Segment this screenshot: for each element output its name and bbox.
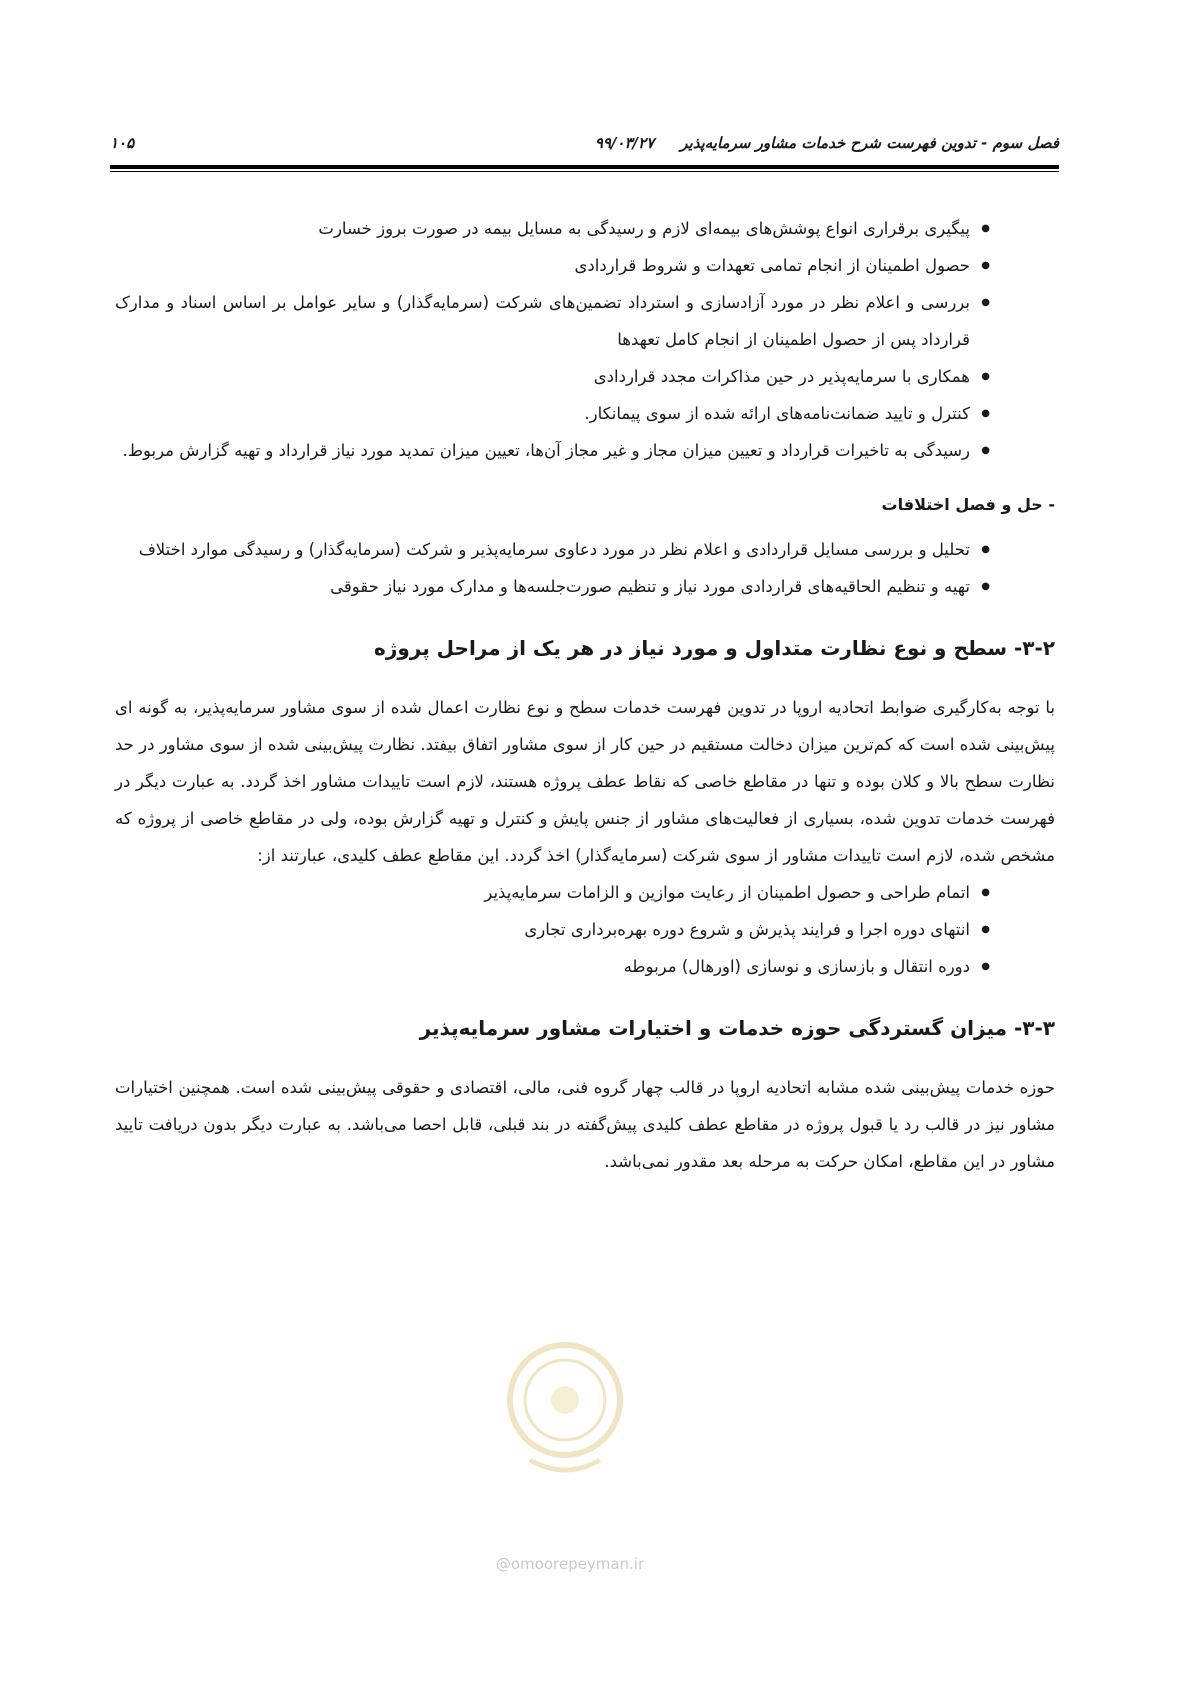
list-item: ● رسیدگی به تاخیرات قرارداد و تعیین میزان مجاز و غیر مجاز آن‌ها، تعیین میزان تمدید مورد نیاز قرارداد و تهیه گزارش مربوط. bbox=[115, 432, 1055, 469]
header-rule-thin bbox=[110, 171, 1059, 172]
list-item: ● انتهای دوره اجرا و فرایند پذیرش و شروع دوره بهره‌برداری تجاری bbox=[115, 911, 1055, 948]
page-content bbox=[115, 210, 1055, 1180]
list-item: ● همکاری با سرمایه‌پذیر در حین مذاکرات مجدد قراردادی bbox=[115, 358, 1055, 395]
chapter-title: فصل سوم - تدوین فهرست شرح خدمات مشاور سرمایه‌پذیر ۹۹/۰۳/۲۷ bbox=[594, 134, 1059, 152]
section-heading-3-2: ۳-۲- سطح و نوع نظارت متداول و مورد نیاز در هر یک از مراحل پروژه bbox=[374, 636, 1055, 660]
section-heading-3-3: ۳-۳- میزان گستردگی حوزه خدمات و اختیارات مشاور سرمایه‌پذیر bbox=[419, 1016, 1055, 1040]
bullet-list-milestones bbox=[115, 874, 1055, 985]
section-paragraph-3-3: حوزه خدمات پیش‌بینی شده مشابه اتحادیه اروپا در قالب چهار گروه فنی، مالی، اقتصادی و حقوقی پیش‌بینی شده است. همچنین اختیارات مشاور نیز در قالب رد یا قبول پروژه در مقاطع عطف کلیدی پیش‌گفته در بند قبلی، قابل احصا می‌باشد. به عبارت دیگر بدون دریافت تایید مشاور در این مقاطع، امکان حرکت به مرحله بعد مقدور نمی‌باشد. bbox=[115, 1078, 1055, 1171]
bullet-list-supervision bbox=[115, 210, 1055, 469]
watermark-logo bbox=[470, 1340, 660, 1490]
list-item: ● پیگیری برقراری انواع پوشش‌های بیمه‌ای لازم و رسیدگی به مسایل بیمه در صورت بروز خسارت bbox=[115, 210, 1055, 247]
list-item: ● دوره انتقال و بازسازی و نوسازی (اورهال) مربوطه bbox=[115, 948, 1055, 985]
list-item: ● بررسی و اعلام نظر در مورد آزادسازی و استرداد تضمین‌های شرکت (سرمایه‌گذار) و سایر عوامل بر اساس اسناد و مدارک قرارداد پس از حصول اطمینان از انجام کامل تعهدها bbox=[115, 284, 1055, 358]
section-paragraph-3-2: با توجه به‌کارگیری ضوابط اتحادیه اروپا در تدوین فهرست خدمات سطح و نوع نظارت اعمال شده از سوی مشاور سرمایه‌پذیر، به گونه ای پیش‌بینی شده است که کم‌ترین میزان دخالت مستقیم در حین کار از سوی مشاور اتفاق بیفتد. نظارت پیش‌بینی شده از سوی مشاور در حد نظارت سطح بالا و کلان بوده و تنها در مقاطع خاصی که نقاط عطف پروژه هستند، لازم است تاییدات مشاور اخذ گردد. به عبارت دیگر در فهرست خدمات تدوین شده، بسیاری از فعالیت‌های مشاور از جنس پایش و کنترل و تهیه گزارش بوده، ولی در مقاطع خاصی از پروژه که مشخص شده، لازم است تاییدات مشاور از سوی شرکت (سرمایه‌گذار) اخذ گردد. این مقاطع عطف کلیدی، عبارتند از: bbox=[115, 698, 1055, 865]
list-item: ● حصول اطمینان از انجام تمامی تعهدات و شروط قراردادی bbox=[115, 247, 1055, 284]
list-item: ● کنترل و تایید ضمانت‌نامه‌های ارائه شده از سوی پیمانکار. bbox=[115, 395, 1055, 432]
list-item: ● تحلیل و بررسی مسایل قراردادی و اعلام نظر در مورد دعاوی سرمایه‌پذیر و شرکت (سرمایه‌گذار) و رسیدگی موارد اختلاف bbox=[115, 531, 1055, 568]
header-rule-thick bbox=[110, 165, 1059, 169]
watermark-text: @omoorepeyman.ir bbox=[495, 1555, 645, 1573]
bullet-list-disputes bbox=[115, 531, 1055, 605]
page-number: ۱۰۵ bbox=[110, 134, 135, 152]
page-header bbox=[110, 128, 1059, 160]
list-item: ● تهیه و تنظیم الحاقیه‌های قراردادی مورد نیاز و تنظیم صورت‌جلسه‌ها و مدارک مورد نیاز حقوقی bbox=[115, 568, 1055, 605]
subheading-disputes: - حل و فصل اختلافات bbox=[881, 495, 1055, 514]
list-item: ● اتمام طراحی و حصول اطمینان از رعایت موازین و الزامات سرمایه‌پذیر bbox=[115, 874, 1055, 911]
